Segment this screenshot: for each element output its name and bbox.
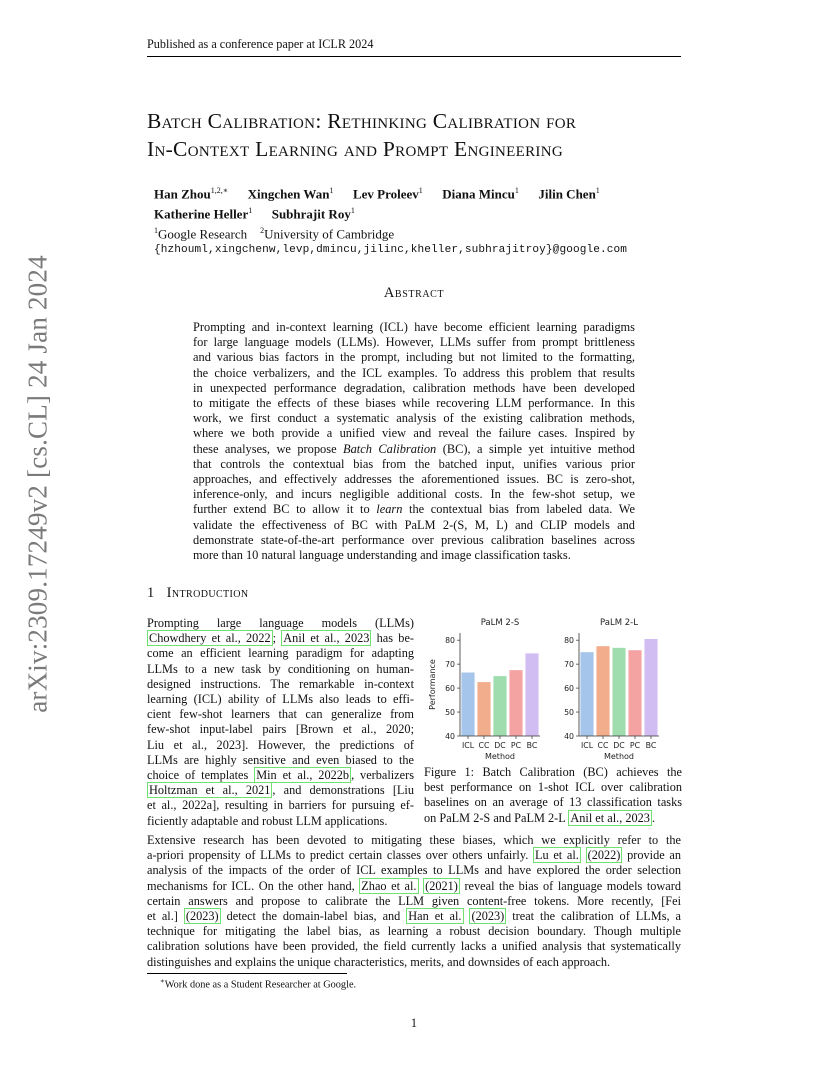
y-tick-label: 40	[445, 731, 455, 741]
paragraph-line: Chowdhery et al., 2022 ; Anil et al., 2023 has be-	[149, 631, 414, 646]
footnote	[160, 977, 356, 990]
affiliation-name: University of Cambridge	[264, 225, 395, 241]
abstract-line: approaches, and effectively addresses the aforementioned issues. BC is zero-shot,	[193, 472, 635, 487]
paragraph-line: distinguishes and explains the unique characteristics, merits, and downsides of each approach.	[147, 954, 611, 969]
x-tick-label: DC	[494, 741, 506, 750]
author-name: Katherine Heller	[154, 206, 249, 222]
paragraph-line: Liu et al., 2023]. However, the predictions of	[147, 737, 414, 752]
affiliations	[154, 223, 694, 243]
emphasis: Batch Calibration	[343, 441, 437, 456]
y-tick-label: 40	[564, 731, 574, 741]
author-affiliation-mark: 1	[418, 186, 423, 195]
bar-icl	[461, 673, 474, 736]
citation-link[interactable]: (2023)	[471, 909, 505, 924]
section-number: 1	[147, 585, 155, 601]
abstract-line: for large language models (LLMs). However, LLMs suffer from prompt brittleness	[193, 335, 635, 350]
author-name: Jilin Chen	[538, 186, 596, 202]
abstract-line: in unexpected performance degradation, calibration methods have been developed	[193, 380, 635, 395]
chart-title: PaLM 2-S	[480, 618, 520, 628]
paragraph-line: ficiently adaptable and robust LLM applications.	[147, 813, 388, 828]
abstract-line: Prompting and in-context learning (ICL) have become efficient learning paradigms	[193, 320, 635, 334]
paragraph-line: analysis of the impacts of the order of ICL examples to LLMs and have explored the order selection	[147, 863, 681, 878]
author-affiliation-mark: 1	[248, 205, 253, 215]
x-tick-label: ICL	[580, 741, 594, 750]
paragraph-line: Prompting large language models (LLMs)	[147, 616, 414, 630]
bar-dc	[493, 676, 506, 736]
figure-1-chart	[424, 612, 684, 770]
bar-pc	[509, 670, 522, 736]
paragraph-line: certain answers and propose to calibrate the LLM given content-free tokens. More recently, [Fei	[147, 893, 681, 908]
figure-1-caption	[424, 765, 682, 826]
author-name: Diana Mincu	[442, 186, 515, 202]
x-tick-label: DC	[613, 741, 625, 750]
paragraph-line: Holtzman et al., 2021 , and demonstrations [Liu	[149, 783, 414, 798]
introduction-paragraph-2	[147, 833, 681, 970]
y-tick-label: 70	[445, 659, 455, 669]
citation-link[interactable]: Anil et al., 2023	[283, 631, 370, 646]
author-emails: {hzhouml,xingchenw,levp,dmincu,jilinc,kheller,subhrajitroy}@google.com	[154, 244, 628, 257]
abstract-body	[193, 320, 635, 563]
bar-icl	[580, 652, 593, 736]
arxiv-identifier[interactable]	[20, 255, 56, 713]
author-affiliation-mark: 1	[514, 186, 519, 195]
x-tick-label: BC	[645, 741, 657, 750]
abstract-line: demonstrate state-of-the-art performance over previous calibration baselines across	[193, 532, 635, 547]
x-tick-label: CC	[478, 741, 490, 750]
paper-title	[147, 107, 707, 163]
footnote-text: Work done as a Student Researcher at Google.	[164, 979, 357, 991]
author-name: Han Zhou	[154, 186, 211, 202]
section-title: Introduction	[166, 585, 249, 601]
paragraph-line: technique for mitigating the label bias, as learning a robust decision boundary. Though multiple	[147, 924, 681, 939]
abstract-heading: Abstract	[383, 285, 445, 301]
paragraph-line: cient few-shot learners that can generalize from	[147, 707, 414, 722]
citation-link[interactable]: (2022)	[587, 848, 621, 863]
bar-bc	[525, 653, 538, 736]
y-tick-label: 80	[564, 635, 574, 645]
abstract-line: more than 10 natural language understanding and image classification tasks.	[193, 548, 571, 563]
affiliation-mark: 2	[260, 225, 265, 235]
author-row-2	[154, 203, 694, 223]
section-heading-introduction	[147, 585, 249, 602]
citation-link[interactable]: (2021)	[425, 878, 458, 893]
author-name: Xingchen Wan	[247, 186, 330, 202]
title-line-2: In-Context Learning and Prompt Engineering	[147, 137, 563, 161]
abstract-line: to mitigate the effects of these biases while recovering LLM performance. In this	[193, 396, 635, 411]
citation-link[interactable]: Min et al., 2022b	[256, 768, 350, 783]
x-tick-label: PC	[510, 741, 522, 750]
paragraph-line: choice of templates Min et al., 2022b , verbalizers	[147, 768, 414, 783]
paragraph-line: a-priori propensity of LLMs to predict certain classes over others unfairly. Lu et al. (2022) provide an	[147, 848, 681, 863]
abstract-line: work, we first conduct a systematic analysis of the existing calibration methods,	[193, 411, 635, 426]
x-tick-label: BC	[526, 741, 538, 750]
author-row-1	[154, 183, 694, 203]
author-affiliation-mark: 1	[595, 186, 600, 195]
abstract-line: that controls the contextual bias from the batched input, unifies various prior	[193, 456, 635, 471]
paragraph-line: learning (ICL) ability of LLMs also leads to effi-	[147, 692, 414, 707]
abstract-line: inference-only, and incurs negligible additional costs. In the few-shot setup, we	[193, 487, 635, 502]
citation-link[interactable]: (2023)	[185, 909, 219, 924]
paragraph-line: calibration solutions have been provided, the field currently lacks a unified analysis that systematically	[147, 939, 681, 954]
x-tick-label: PC	[629, 741, 641, 750]
caption-line: Figure 1: Batch Calibration (BC) achieves the	[424, 765, 682, 779]
paragraph-line: come an efficient learning paradigm for adapting	[147, 646, 414, 661]
x-axis-label: Method	[603, 752, 635, 761]
citation-link[interactable]: Chowdhery et al., 2022	[149, 631, 271, 646]
arxiv-identifier-text: arXiv:2309.17249v2 [cs.CL] 24 Jan 2024	[22, 255, 53, 713]
bar-dc	[612, 648, 625, 736]
paragraph-line: et al.] (2023) detect the domain-label bias, and Han et al. (2023) treat the calibration of LLMs, a	[147, 909, 681, 924]
author-name: Lev Proleev	[352, 186, 419, 202]
caption-line: baselines on an average of 13 classification tasks	[424, 795, 682, 810]
figure-1	[424, 612, 684, 770]
emphasis: learn	[376, 502, 403, 517]
author-block	[154, 183, 694, 259]
bar-pc	[628, 650, 641, 736]
y-tick-label: 60	[445, 683, 455, 693]
author-name: Subhrajit Roy	[271, 206, 351, 222]
page-number: 1	[410, 1016, 418, 1030]
abstract-line: and various bias factors in the prompt, including but not limited to the formatting,	[193, 350, 635, 365]
paragraph-line: LLMs are highly sensitive and even biased to the	[147, 752, 414, 767]
caption-line: on PaLM 2-S and PaLM 2-L Anil et al., 2023 .	[424, 810, 656, 825]
paragraph-line: mechanisms for ICL. On the other hand, Zhao et al. (2021) reveal the bias of language models toward	[147, 878, 682, 893]
footnote-rule	[147, 973, 347, 974]
paragraph-line: et al., 2022a], resulting in barriers for pursuing ef-	[147, 798, 414, 813]
y-tick-label: 80	[445, 635, 455, 645]
citation-link[interactable]: Han et al.	[408, 909, 462, 924]
abstract-line: these analyses, we propose Batch Calibration (BC), a simple yet intuitive method	[193, 441, 635, 456]
abstract-line: validate the effectiveness of BC with PaLM 2-(S, M, L) and CLIP models and	[193, 517, 635, 532]
author-affiliation-mark: 1,2,∗	[210, 186, 229, 195]
chart-title: PaLM 2-L	[600, 618, 638, 628]
paragraph-line: LLMs to a new task by conditioning on human-	[147, 661, 414, 676]
x-tick-label: ICL	[461, 741, 475, 750]
x-tick-label: CC	[597, 741, 609, 750]
affiliation-name: Google Research	[158, 225, 248, 241]
y-tick-label: 60	[564, 683, 574, 693]
author-affiliation-mark: 1	[329, 186, 334, 195]
y-tick-label: 70	[564, 659, 574, 669]
caption-line: best performance on 1-shot ICL over calibration	[424, 780, 682, 795]
title-line-1: Batch Calibration: Rethinking Calibration for	[147, 109, 577, 133]
y-tick-label: 50	[564, 707, 574, 717]
footnote-mark: ∗	[160, 977, 165, 985]
y-axis-label: Performance	[428, 659, 437, 710]
bar-cc	[477, 682, 490, 736]
citation-link[interactable]: Holtzman et al., 2021	[149, 783, 271, 798]
citation-link[interactable]: Anil et al., 2023	[570, 810, 650, 825]
author-affiliation-mark: 1	[350, 205, 355, 215]
citation-link[interactable]: Lu et al.	[534, 848, 579, 863]
bar-cc	[596, 646, 609, 736]
bar-bc	[644, 639, 657, 736]
abstract-line: further extend BC to allow it to learn the contextual bias from labeled data. We	[193, 502, 635, 517]
citation-link[interactable]: Zhao et al.	[361, 878, 417, 893]
running-header: Published as a conference paper at ICLR 2024	[147, 37, 681, 57]
y-tick-label: 50	[445, 707, 455, 717]
abstract-line: the choice verbalizers, and the ICL examples. To address this problem that results	[193, 365, 635, 380]
paragraph-line: designed instructions. The remarkable in-context	[147, 676, 414, 691]
paragraph-line: Extensive research has been devoted to mitigating these biases, which we explicitly refer to the	[147, 833, 681, 847]
abstract-line: where we both provide a unified view and reveal the failure cases. Inspired by	[193, 426, 635, 441]
affiliation-mark: 1	[154, 225, 158, 235]
paragraph-line: few-shot input-label pairs [Brown et al., 2020;	[147, 722, 414, 737]
introduction-paragraph-1	[147, 616, 414, 829]
x-axis-label: Method	[484, 752, 516, 761]
